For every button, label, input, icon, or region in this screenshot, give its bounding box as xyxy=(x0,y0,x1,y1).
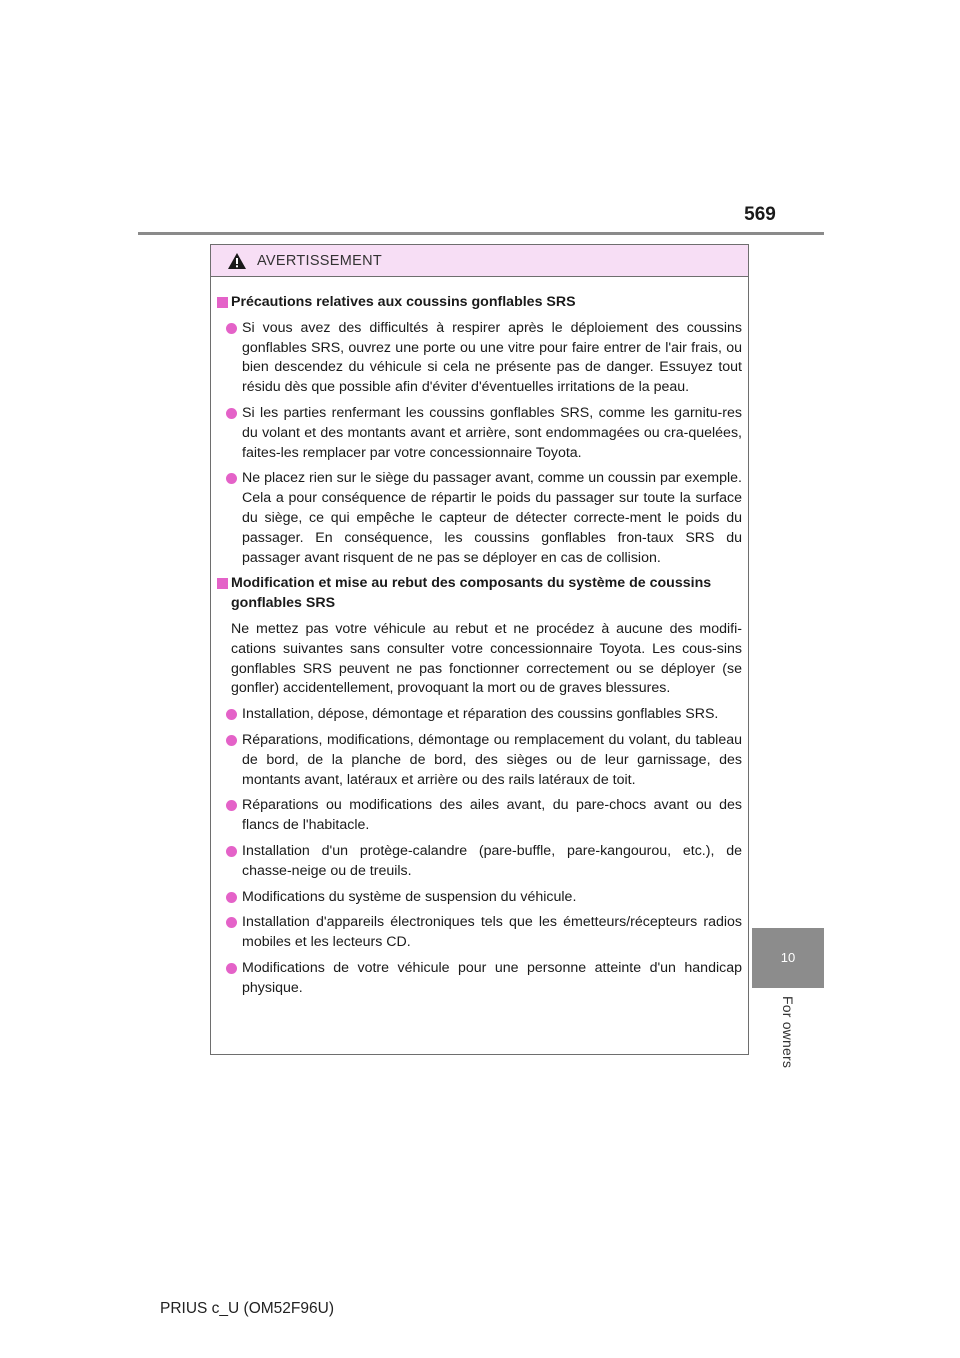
list-item-text: Ne placez rien sur le siège du passager avant, comme un coussin par exemple. Cela a pour conséquence de répartir le poids du passager sur toute la surface du siège, ce qui empêche le capteur de détecter correcte-ment le poids du passager. En conséquence, les coussins gonflables fron-taux SRS du passager avant risquent de ne pas se déployer en cas de collision. xyxy=(242,470,742,566)
list-item xyxy=(217,404,742,463)
bullet-dot-icon xyxy=(226,709,237,720)
list-item-text: Si les parties renfermant les coussins gonflables SRS, comme les garnitu-res du volant et des montants avant et arrière, sont endommagées ou cra-quelées, faites-les remplacer par votre concessionnaire Toyota. xyxy=(242,404,742,461)
warning-title: AVERTISSEMENT xyxy=(257,252,383,269)
list-item-text: Installation, dépose, démontage et réparation des coussins gonflables SRS. xyxy=(242,706,719,723)
list-item xyxy=(217,888,742,908)
list-item-text: Installation d'un protège-calandre (pare-buffle, pare-kangourou, etc.), de chasse-neige ou de treuils. xyxy=(242,842,742,879)
list-item xyxy=(217,469,742,568)
list-item xyxy=(217,796,742,836)
bullet-dot-icon xyxy=(226,917,237,928)
list-item-text: Installation d'appareils électroniques tels que les émetteurs/récepteurs radios mobiles et les lecteurs CD. xyxy=(242,914,742,951)
list-item-text: Modifications du système de suspension du véhicule. xyxy=(242,888,577,905)
bullet-dot-icon xyxy=(226,800,237,811)
square-bullet-icon xyxy=(217,297,228,308)
warning-header xyxy=(211,245,748,277)
list-item-text: Réparations ou modifications des ailes avant, du pare-chocs avant ou des flancs de l'habitacle. xyxy=(242,797,742,834)
list-item xyxy=(217,842,742,882)
chapter-label-text: For owners xyxy=(780,996,796,1069)
square-bullet-icon xyxy=(217,578,228,589)
list-item-text: Réparations, modifications, démontage ou remplacement du volant, du tableau de bord, de la planche de bord, des sièges ou de leur garnissage, des montants avant, latéraux et arrière ou des rails latéraux de toit. xyxy=(242,731,742,788)
warning-triangle-icon xyxy=(227,252,247,270)
bullet-dot-icon xyxy=(226,846,237,857)
bullet-dot-icon xyxy=(226,323,237,334)
footer-model: PRIUS c_U (OM52F96U) xyxy=(160,1300,334,1317)
list-item xyxy=(217,319,742,398)
bullet-dot-icon xyxy=(226,963,237,974)
list-item xyxy=(217,705,742,725)
warning-content xyxy=(211,277,748,999)
chapter-tab-label xyxy=(766,996,810,1086)
bullet-dot-icon xyxy=(226,473,237,484)
bullet-dot-icon xyxy=(226,735,237,746)
section-intro-paragraph: Ne mettez pas votre véhicule au rebut et ne procédez à aucune des modifi-cations suivantes sans consulter votre concessionnaire Toyota. Les cous-sins gonflables SRS peuvent ne pas fonctionner correctement ou se déployer (se gonfler) accidentellement, provoquant la mort ou de graves blessures. xyxy=(231,620,742,697)
section-heading-precautions xyxy=(217,293,742,313)
section-heading-text: Précautions relatives aux coussins gonflables SRS xyxy=(231,294,576,310)
warning-box xyxy=(210,244,749,1055)
bullet-dot-icon xyxy=(226,892,237,903)
list-item xyxy=(217,913,742,953)
section-heading-modification xyxy=(217,574,742,614)
bullet-dot-icon xyxy=(226,408,237,419)
list-item-text: Modifications de votre véhicule pour une personne atteinte d'un handicap physique. xyxy=(242,959,742,996)
page-number: 569 xyxy=(744,204,776,225)
section-heading-text: Modification et mise au rebut des composants du système de coussins gonflables SRS xyxy=(231,575,712,612)
list-item xyxy=(217,731,742,790)
list-item-text: Si vous avez des difficultés à respirer après le déploiement des coussins gonflables SRS, ouvrez une porte ou une vitre pour faire entrer de l'air frais, ou bien descendez du véhicule si cela ne présente pas de danger. Essuyez tout résidu dès que possible afin d'éviter d'éventuelles irritations de la peau. xyxy=(242,319,742,396)
chapter-tab: 10 xyxy=(752,928,824,988)
header-rule xyxy=(138,232,824,235)
list-item xyxy=(217,959,742,999)
